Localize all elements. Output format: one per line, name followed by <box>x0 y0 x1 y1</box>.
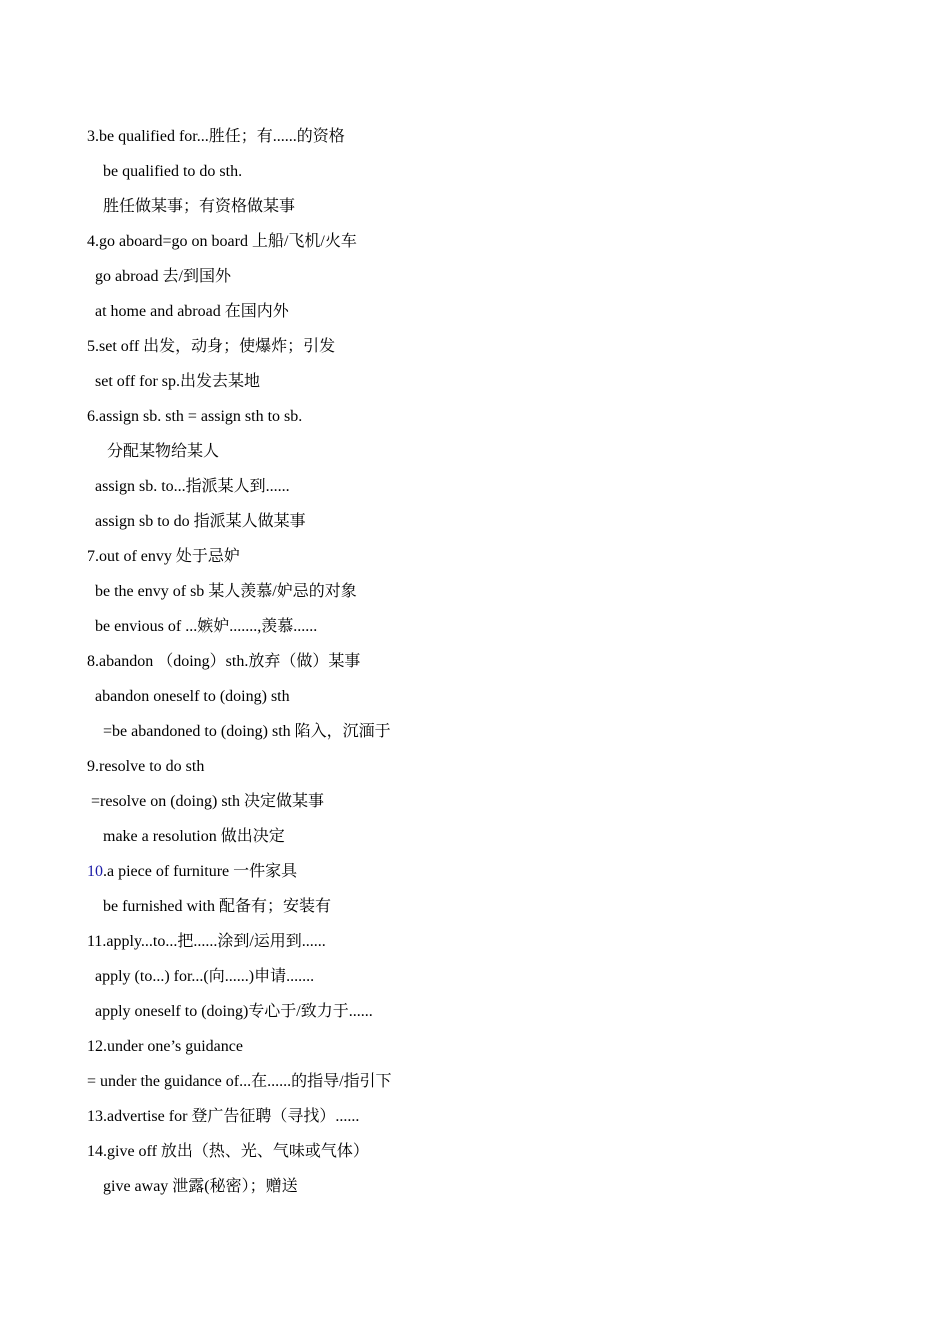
text-line: 11.apply...to...把......涂到/运用到...... <box>87 933 326 950</box>
text-line: be qualified to do sth. <box>87 163 243 180</box>
text-line: be the envy of sb 某人羡慕/妒忌的对象 <box>87 583 357 600</box>
text-line: be furnished with 配备有；安装有 <box>87 898 331 915</box>
text-line: = under the guidance of...在......的指导/指引下 <box>87 1073 392 1090</box>
text-line: 12.under one’s guidance <box>87 1038 243 1055</box>
text-line: make a resolution 做出决定 <box>87 828 285 845</box>
text-line: 7.out of envy 处于忌妒 <box>87 548 240 565</box>
text-line: =resolve on (doing) sth 决定做某事 <box>87 793 325 810</box>
text-line: 8.abandon （doing）sth.放弃（做）某事 <box>87 653 361 670</box>
item-number: 10 <box>87 863 103 880</box>
text-line: assign sb to do 指派某人做某事 <box>87 513 306 530</box>
text-line: 14.give off 放出（热、光、气味或气体） <box>87 1143 369 1160</box>
text-line: 3.be qualified for...胜任；有......的资格 <box>87 128 345 145</box>
text-line: at home and abroad 在国内外 <box>87 303 289 320</box>
text-line: be envious of ...嫉妒.......,羡慕...... <box>87 618 318 635</box>
text-line: abandon oneself to (doing) sth <box>87 688 290 705</box>
text-line: 13.advertise for 登广告征聘（寻找）...... <box>87 1108 360 1125</box>
text-line: 5.set off 出发，动身；使爆炸；引发 <box>87 338 336 355</box>
text-line: 6.assign sb. sth = assign sth to sb. <box>87 408 303 425</box>
text-line: apply oneself to (doing)专心于/致力于...... <box>87 1003 373 1020</box>
text-line: set off for sp.出发去某地 <box>87 373 261 390</box>
text-line: go abroad 去/到国外 <box>87 268 231 285</box>
text-line: give away 泄露(秘密）；赠送 <box>87 1178 298 1195</box>
text-line: 4.go aboard=go on board 上船/飞机/火车 <box>87 233 357 250</box>
text-line: 9.resolve to do sth <box>87 758 205 775</box>
text-line <box>87 862 297 882</box>
text-line: =be abandoned to (doing) sth 陷入，沉湎于 <box>87 723 391 740</box>
text-line: 胜任做某事；有资格做某事 <box>87 198 296 215</box>
text-line: apply (to...) for...(向......)申请....... <box>87 968 315 985</box>
text-line: 分配某物给某人 <box>87 443 220 460</box>
text-line: assign sb. to...指派某人到...... <box>87 478 290 495</box>
text-line-content: .a piece of furniture 一件家具 <box>103 863 298 880</box>
